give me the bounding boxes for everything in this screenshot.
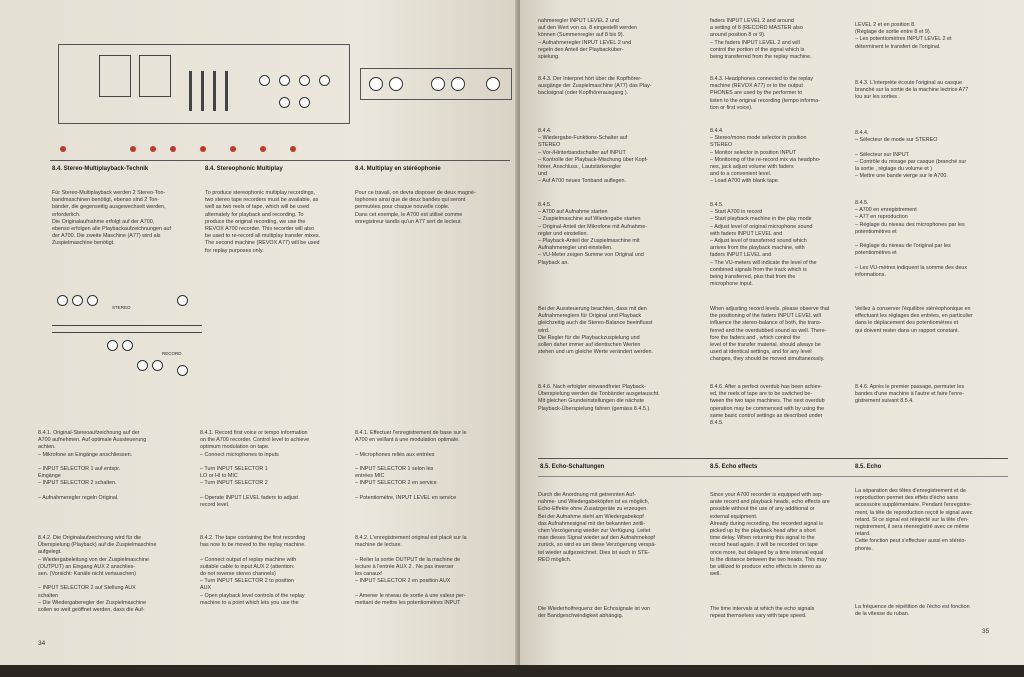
callout-dot	[290, 146, 296, 152]
section-843-en: 8.4.3. Headphones connected to the replay machine (REVOX A77) or to the output PHONES are used by the performer to listen to the original recording (tempo informa- tion or first voice).	[710, 76, 820, 111]
knob-icon	[279, 97, 290, 108]
top-text-fr: LEVEL 2 et en position 8. (Réglage de sortie entre 8 et 9). – Les potentiomètres INPUT LEVEL 2 et déterminent le transfert de l'original.	[855, 22, 952, 50]
section-rule	[538, 458, 1008, 459]
fader-icon	[201, 71, 204, 111]
callout-dot	[200, 146, 206, 152]
repeat-text-fr: La fréquence de répétition de l'écho est fonction de la vitesse du ruban.	[855, 604, 970, 618]
callout-dot	[170, 146, 176, 152]
section-843-fr: 8.4.3. L'interprète écoute l'original au casque branché sur la sortie de la machine lectrice A77 lou sur les sorties .	[855, 80, 969, 101]
recorder-panel-illustration	[58, 44, 350, 124]
section-rule	[50, 160, 510, 161]
intro-text-en: To produce stereophonic multiplay recordings, two stereo tape recorders must be available, as well as two reels of tape, which will be used alternately for playback and recording. To produce the original recording, we use the REVOX A700 recorder. This recorder will also be used to re-record all multiplay transfer mixes. The second machine (REVOX A77) will be used for replay purposes only.	[205, 190, 321, 254]
headphone-icon	[177, 295, 188, 306]
selector-knob-icon	[107, 340, 118, 351]
section-842-en: 8.4.2. The tape containing the first recording has now to be moved to the replay machine. – Connect output of replay machine with suitable cable to input AUX 2 (attention: do not reverse stereo channels) – Turn INPUT SELECTOR 2 to position AUX – Open playback level controls of the replay machine to a point which lets you use the	[200, 535, 306, 606]
knob-icon	[319, 75, 330, 86]
section-844-fr: 8.4.4. – Sélecteur de mode sur STEREO – Sélecteur sur INPUT – Contrôle du mixage par casque (branché sur la sortie , réglage du volume et ) – Mettre une bande vierge sur le A700.	[855, 130, 967, 180]
section-846-de: 8.4.6. Nach erfolgter einwandfreier Playback- Überspielung werden die Tonbänder ausgetauscht. Mit gleichen Grundeinstellungen die nächste Playback-Überspielung fahren (gemäss 8.4.5.).	[538, 384, 660, 412]
right-page	[520, 0, 1024, 665]
selector-knob-icon	[152, 360, 163, 371]
section-841-en: 8.4.1. Record first voice or tempo information on the A700 recorder. Control level to achieve optimum modulation on tape. – Connect microphones to inputs – Turn INPUT SELECTOR 1 LO or HI to MIC – Turn INPUT SELECTOR 2 – Operate INPUT LEVEL faders to adjust record level.	[200, 430, 310, 509]
wiring-diagram	[52, 285, 202, 410]
echo-heading-fr: 8.5. Echo	[855, 464, 882, 470]
repeat-text-en: The time intervals at which the echo signals repeat themselves vary with tape speed.	[710, 606, 815, 620]
callout-dot	[60, 146, 66, 152]
knob-icon	[259, 75, 270, 86]
knob-icon	[279, 75, 290, 86]
echo-text-de: Durch die Anordnung mit getrennten Auf- nahme- und Wiedergabeköpfen ist es möglich, Echo-Effekte ohne Zusatzgeräte zu erzeugen. Bei der Aufnahme steht am Wiedergabekopf das Aufnahmesignal mit der bekannten zeitli- chen Verzögerung wieder zur Verfügung. Leitet man dieses Signal wieder auf den Aufnahmekopf zurück, so wird es um diese Verzögerung verspä- tet wieder aufgezeichnet. Dies ist auch in STE- REO möglich.	[538, 492, 657, 563]
section-845-fr: 8.4.5. – A700 en enregistrement – A77 en reproduction – Réglage du niveau des microphones par les potentiomètres et – Réglage du niveau de l'original par les potentiomètres et – Les VU-mètres indiquent la somme des deux informations.	[855, 200, 968, 279]
page-number-left: 34	[38, 640, 46, 647]
selector-knob-icon	[72, 295, 83, 306]
diagram-label-record: RECORD	[162, 351, 182, 356]
callout-dot	[150, 146, 156, 152]
headphone-icon	[177, 365, 188, 376]
callout-dot	[230, 146, 236, 152]
connector-panel-illustration	[360, 68, 512, 100]
top-text-de: nahmeregler INPUT LEVEL 2 und auf den Wert von ca. 8 eingestellt werden können (Summenregler auf 8 bis 9). – Aufnahmeregler INPUT LEVEL 2 und regeln den Anteil der Playbacküber- spielung.	[538, 18, 638, 61]
echo-heading-de: 8.5. Echo-Schaltungen	[540, 464, 605, 470]
section-843-de: 8.4.3. Der Interpret hört über die Kopfhörer- ausgänge der Zuspielmaschine (A77) das Play- backsignal (oder Kopfhörerausgang ).	[538, 76, 652, 97]
section-heading-fr: 8.4. Multiplay en stéréophonie	[355, 166, 441, 172]
top-text-en: faders INPUT LEVEL 2 and around a setting of 8 (RECORD MASTER also around position 8 or 9). – The faders INPUT LEVEL 2 and will control the portion of the signal which is being transferred from the replay machine.	[710, 18, 812, 61]
callout-dot	[260, 146, 266, 152]
knob-icon	[299, 97, 310, 108]
din-socket-icon	[431, 77, 445, 91]
knob-icon	[299, 75, 310, 86]
section-845-en: 8.4.5. – Start A700 in record – Start playback machine in the play mode – Adjust level of original microphone sound with faders INPUT LEVEL and – Adjust level of transferred sound which arrives from the playback machine, with faders INPUT LEVEL and – The VU-meters will indicate the level of the combined signals from the track which is being transferred, plus that from the microphone input.	[710, 202, 817, 288]
din-socket-icon	[451, 77, 465, 91]
vu-meter-icon	[99, 55, 131, 97]
section-846-fr: 8.4.6. Après le premier passage, permuter les bandes d'une machine à l'autre et faire l'enre- gistrement suivant 8.5.4.	[855, 384, 965, 405]
bus-line	[52, 325, 202, 333]
fader-icon	[189, 71, 192, 111]
balance-text-de: Bei der Aussteuerung beachten, dass mit den Aufnahmereglern für Original und Playback gleichzeitig auch die Stereo-Balance beeinflusst wird. Die Regler für die Playbackzuspielung und sollen daher immer auf identischen Werten stehen und um gleiche Werte verändert werden.	[538, 306, 653, 356]
balance-text-en: When adjusting record levels, please observe that the positioning of the faders INPUT LEVEL will influence the stereo-balance of both, the trans- ferred and the overdubbed sound as well. There- fore the faders and , which control the level of the transfer material, should always be used at identical settings, and for any level changes, they should be moved simultaneously.	[710, 306, 830, 363]
page-number-right: 35	[982, 628, 990, 635]
fader-icon	[213, 71, 216, 111]
section-845-de: 8.4.5. – A700 auf Aufnahme starten – Zuspielmaschine auf Wiedergabe starten – Original-Anteil der Mikrofone mit Aufnahme- regler und einstellen. – Playback-Anteil der Zuspielmaschine mit Aufnahmeregler und einstellen. – VU-Meter zeigen Summe von Original und Playback an.	[538, 202, 648, 266]
din-socket-icon	[486, 77, 500, 91]
section-842-fr: 8.4.2. L'enregistrement original est placé sur la machine de lecture. – Relier la sortie OUTPUT de la machine de lecture à l'entrée AUX 2 . Ne pas inverser les canaux! – INPUT SELECTOR 2 en position AUX – Amener le niveau de sortie à une valeur per- mettant de mettre les potentiomètres INPUT	[355, 535, 467, 606]
section-844-de: 8.4.4. – Wiedergabe-Funktions-Schalter auf STEREO – Vor-/Hinterbandschalter auf INPUT – Kontrolle der Playback-Mischung über Kopf- hörer, Anschluss , Lautstärkeregler und – Auf A700 neues Tonband auflegen.	[538, 128, 648, 185]
diagram-label-stereo: STEREO	[112, 305, 131, 310]
vu-meter-icon	[139, 55, 171, 97]
callout-dot	[130, 146, 136, 152]
intro-text-de: Für Stereo-Multiplayback werden 2 Stereo-Ton- bandmaschinen benötigt, ebenso sind 2 Ton- bänder, die gegenseitig ausgewechselt werden, erforderlich. Die Originalaufnahme erfolgt auf der A700, ebenso erfolgen alle Playbackaufzeichnungen auf der A700. Die zweite Maschine (A77) wird als Zuspielmaschine benötigt.	[52, 190, 171, 247]
section-842-de: 8.4.2. Die Originalaufzeichnung wird für die Überspielung (Playback) auf die Zuspielmaschine aufgelegt. – Wiedergabeleitung von der Zuspielmaschine (OUTPUT) an Eingang AUX 2 anschlies- sen. (Vorsicht: Kanäle nicht vertauschen) – INPUT SELECTOR 2 auf Stellung AUX schalten – Die Wiedergaberegler der Zuspielmaschine sollen so weit geöffnet werden, dass die Auf-	[38, 535, 157, 614]
table-surface	[0, 665, 1024, 677]
intro-text-fr: Pour ce travail, on devra disposer de deux magné- tophones ainsi que de deux bandes qui seront permutées pour chaque nouvelle copie. Dans cet exemple, le A700 est utilisé comme enregistreur tandis qu'un A77 sert de lecteur.	[355, 190, 476, 225]
section-841-fr: 8.4.1. Effectuer l'enregistrement de base sur le A700 en veillant à une modulation optimale. – Microphones reliés aux entrées – INPUT SELECTOR 1 selon les entrées MIC – INPUT SELECTOR 2 en service – Potentiomètre, INPUT LEVEL en service	[355, 430, 467, 501]
selector-knob-icon	[137, 360, 148, 371]
section-846-en: 8.4.6. After a perfect overdub has been achiev- ed, the reels of tape are to be switched be- tween the two tape machines. The next overdub operation may be commenced with by using the same basic control settings as described under 8.4.5.	[710, 384, 825, 427]
selector-knob-icon	[122, 340, 133, 351]
balance-text-fr: Veillez à conserver l'équilibre stéréophonique en effectuant les réglages des entrées, en particulier dans le déplacement des potentiomètres et qui doivent rester dans un rapport constant.	[855, 306, 973, 334]
din-socket-icon	[389, 77, 403, 91]
selector-knob-icon	[87, 295, 98, 306]
echo-heading-en: 8.5. Echo effects	[710, 464, 758, 470]
section-844-en: 8.4.4. – Stereo/mono mode selector in position STEREO – Monitor selector in position INPUT – Monitoring of the re-record mix via headpho- nes, jack adjust volume with faders and to a convenient level. – Load A700 with blank tape.	[710, 128, 821, 185]
fader-icon	[225, 71, 228, 111]
left-page	[0, 0, 520, 665]
section-rule	[538, 476, 1008, 477]
echo-text-fr: La séparation des têtes d'enregistrement et de reproduction permet des effets d'écho sans accessoire supplémentaire. Pendant l'enregistre- ment, la tête de reproduction reçoit le signal avec retard. Si ce signal est réinjecté sur la tête d'en- registrement, il sera réenregistré avec ce même retard. Cette fonction peut s'effectuer aussi en stéréo- phonie.	[855, 488, 973, 552]
section-841-de: 8.4.1. Original-Stereoaufzeichnung auf der A700 aufnehmen. Auf optimale Aussteuerung achten. – Mikrofone an Eingänge anschliessen. – INPUT SELECTOR 1 auf entspr. Eingänge – INPUT SELECTOR 2 schalten. – Aufnahmeregler regeln Original.	[38, 430, 147, 501]
repeat-text-de: Die Wiederholfrequenz der Echosignale ist von der Bandgeschwindigkeit abhängig.	[538, 606, 651, 620]
section-heading-de: 8.4. Stereo-Multiplayback-Technik	[52, 166, 149, 172]
echo-text-en: Since your A700 recorder is equipped with sep- arate record and playback heads, echo effects are possible without the use of any additional or external equipment. Already during recording, the recorded signal is picked up by the playback head after a short time delay. When returning this signal to the record head again, it will be recorded on tape once more, but delayed by a time interval equal to the distance between the two heads. This may be utilized to produce echo effects in stereo as well.	[710, 492, 830, 578]
section-heading-en: 8.4. Stereophonic Multiplay	[205, 166, 283, 172]
selector-knob-icon	[57, 295, 68, 306]
din-socket-icon	[369, 77, 383, 91]
